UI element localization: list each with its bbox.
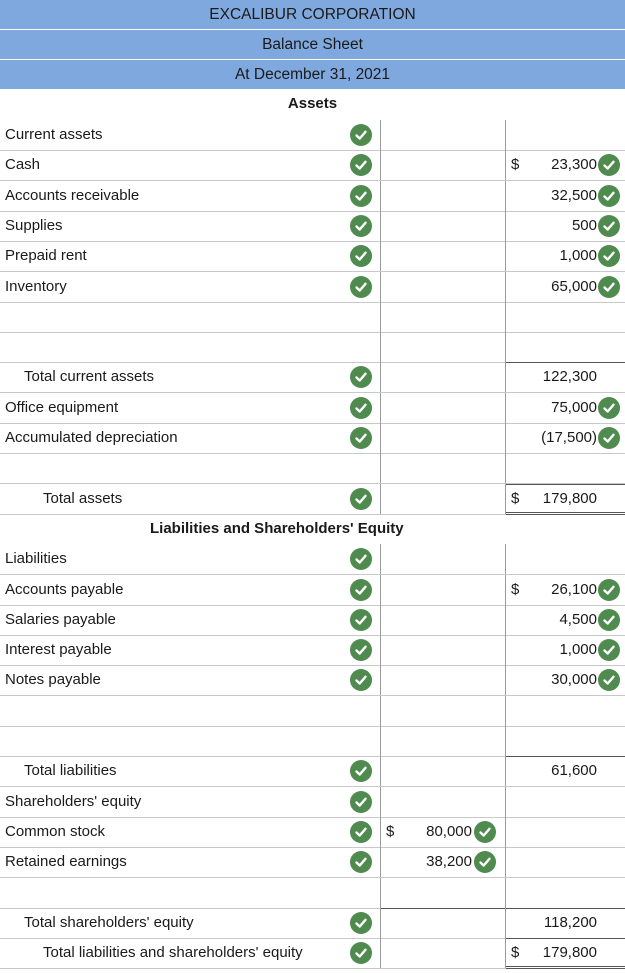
label-check-icon bbox=[350, 669, 372, 691]
table-row bbox=[0, 756, 625, 787]
checkmark-icon bbox=[354, 431, 368, 445]
column-total-cell[interactable] bbox=[505, 332, 625, 362]
column-subtotal-cell[interactable] bbox=[380, 393, 506, 423]
table-row bbox=[0, 847, 625, 878]
table-row bbox=[0, 575, 625, 606]
column-subtotal-cell[interactable] bbox=[380, 120, 506, 150]
checkmark-icon bbox=[354, 643, 368, 657]
column-total-cell[interactable] bbox=[505, 878, 625, 908]
section-liabilities-equity: Liabilities and Shareholders' Equity bbox=[150, 519, 404, 537]
column-total-cell[interactable] bbox=[505, 211, 625, 241]
row-label bbox=[0, 696, 346, 726]
table-row bbox=[0, 635, 625, 666]
row-label: Office equipment bbox=[5, 398, 119, 416]
table-row bbox=[0, 787, 625, 818]
checkmark-icon bbox=[602, 280, 616, 294]
column-subtotal-cell[interactable] bbox=[380, 696, 506, 726]
amount: 1,000 bbox=[559, 247, 597, 265]
label-check-icon bbox=[350, 579, 372, 601]
column-subtotal-cell[interactable] bbox=[380, 847, 506, 877]
column-subtotal-cell[interactable] bbox=[380, 272, 506, 302]
row-label: Current assets bbox=[5, 126, 103, 143]
row-label: Inventory bbox=[5, 277, 67, 295]
row-label: Cash bbox=[5, 156, 41, 174]
label-check-icon bbox=[350, 124, 372, 146]
amount: 30,000 bbox=[551, 671, 597, 689]
table-row bbox=[0, 726, 625, 757]
underline-rule bbox=[506, 938, 625, 939]
amount-check-icon bbox=[598, 609, 620, 631]
checkmark-icon bbox=[602, 189, 616, 203]
column-subtotal-cell[interactable] bbox=[380, 332, 506, 362]
table-row bbox=[0, 181, 625, 212]
column-total-cell[interactable] bbox=[505, 605, 625, 635]
row-label: Supplies bbox=[5, 216, 63, 234]
table-row bbox=[0, 544, 625, 575]
label-check-icon bbox=[350, 791, 372, 813]
column-total-cell[interactable] bbox=[505, 665, 625, 695]
column-subtotal-cell[interactable] bbox=[380, 575, 506, 605]
table-row bbox=[0, 484, 625, 515]
amount: 122,300 bbox=[542, 368, 597, 386]
table-row bbox=[0, 393, 625, 424]
row-label: Accounts payable bbox=[5, 580, 124, 598]
row-label: Liabilities bbox=[5, 550, 67, 568]
table-row bbox=[0, 908, 625, 939]
row-label bbox=[0, 453, 346, 483]
checkmark-icon bbox=[602, 613, 616, 627]
row-label: Prepaid rent bbox=[5, 247, 87, 265]
amount: 32,500 bbox=[551, 186, 597, 204]
header-company bbox=[0, 0, 625, 30]
dollar-sign: $ bbox=[511, 580, 520, 598]
section-assets: Assets bbox=[287, 95, 338, 112]
column-total-cell[interactable] bbox=[505, 302, 625, 332]
amount-check-icon bbox=[598, 276, 620, 298]
column-total-cell[interactable] bbox=[505, 575, 625, 605]
column-subtotal-cell[interactable] bbox=[380, 544, 506, 574]
row-label: Notes payable bbox=[5, 671, 101, 689]
column-total-cell[interactable] bbox=[505, 181, 625, 211]
checkmark-icon bbox=[602, 219, 616, 233]
amount: 26,100 bbox=[551, 580, 597, 598]
label-check-icon bbox=[350, 215, 372, 237]
row-label bbox=[0, 726, 346, 756]
amount-check-icon bbox=[474, 821, 496, 843]
checkmark-icon bbox=[602, 158, 616, 172]
label-check-icon bbox=[350, 366, 372, 388]
amount: 75,000 bbox=[551, 398, 597, 416]
column-total-cell[interactable] bbox=[505, 908, 625, 938]
checkmark-icon bbox=[354, 280, 368, 294]
dollar-sign: $ bbox=[511, 944, 520, 962]
table-row bbox=[0, 211, 625, 242]
checkmark-icon bbox=[354, 219, 368, 233]
underline-rule bbox=[506, 484, 625, 485]
checkmark-icon bbox=[354, 855, 368, 869]
table-row bbox=[0, 241, 625, 272]
amount-check-icon bbox=[598, 579, 620, 601]
amount: (17,500) bbox=[541, 429, 597, 446]
checkmark-icon bbox=[354, 795, 368, 809]
checkmark-icon bbox=[354, 825, 368, 839]
amount-check-icon bbox=[598, 427, 620, 449]
table-row bbox=[0, 453, 625, 484]
table-row bbox=[0, 696, 625, 727]
column-total-cell[interactable] bbox=[505, 726, 625, 756]
column-total-cell[interactable] bbox=[505, 787, 625, 817]
table-row bbox=[0, 878, 625, 909]
column-subtotal-cell[interactable] bbox=[380, 302, 506, 332]
checkmark-icon bbox=[354, 613, 368, 627]
row-label bbox=[0, 332, 346, 362]
checkmark-icon bbox=[602, 249, 616, 263]
column-total-cell[interactable] bbox=[505, 635, 625, 665]
table-row bbox=[0, 272, 625, 303]
amount: 23,300 bbox=[551, 156, 597, 174]
label-check-icon bbox=[350, 942, 372, 964]
column-subtotal-cell[interactable] bbox=[380, 362, 506, 392]
amount-check-icon bbox=[598, 397, 620, 419]
row-label: Salaries payable bbox=[5, 610, 116, 628]
column-subtotal-cell[interactable] bbox=[380, 605, 506, 635]
statement-date: At December 31, 2021 bbox=[234, 65, 391, 83]
column-subtotal-cell[interactable] bbox=[380, 150, 506, 180]
checkmark-icon bbox=[354, 916, 368, 930]
column-total-cell[interactable] bbox=[505, 696, 625, 726]
amount-check-icon bbox=[598, 185, 620, 207]
amount-check-icon bbox=[598, 639, 620, 661]
column-subtotal-cell[interactable] bbox=[380, 181, 506, 211]
amount: 179,800 bbox=[542, 944, 597, 962]
checkmark-icon bbox=[478, 855, 492, 869]
underline-rule bbox=[506, 756, 625, 757]
checkmark-icon bbox=[354, 492, 368, 506]
label-check-icon bbox=[350, 488, 372, 510]
amount: 80,000 bbox=[426, 822, 472, 840]
row-label: Accounts receivable bbox=[5, 186, 140, 204]
checkmark-icon bbox=[354, 552, 368, 566]
label-check-icon bbox=[350, 912, 372, 934]
column-total-cell[interactable] bbox=[505, 150, 625, 180]
column-subtotal-cell[interactable] bbox=[380, 817, 506, 847]
table-row bbox=[0, 423, 625, 454]
label-check-icon bbox=[350, 276, 372, 298]
checkmark-icon bbox=[602, 401, 616, 415]
row-label: Common stock bbox=[5, 822, 106, 840]
amount: 38,200 bbox=[426, 853, 472, 871]
row-label: Total liabilities and shareholders' equity bbox=[43, 944, 303, 962]
table-row bbox=[0, 362, 625, 393]
column-total-cell[interactable] bbox=[505, 393, 625, 423]
checkmark-icon bbox=[354, 764, 368, 778]
column-total-cell[interactable] bbox=[505, 484, 625, 514]
row-label: Total liabilities bbox=[24, 762, 117, 780]
checkmark-icon bbox=[602, 583, 616, 597]
column-subtotal-cell[interactable] bbox=[380, 423, 506, 453]
checkmark-icon bbox=[354, 189, 368, 203]
column-total-cell[interactable] bbox=[505, 817, 625, 847]
amount-check-icon bbox=[598, 245, 620, 267]
row-label bbox=[0, 302, 346, 332]
column-total-cell[interactable] bbox=[505, 544, 625, 574]
column-subtotal-cell[interactable] bbox=[380, 665, 506, 695]
table-row bbox=[0, 302, 625, 333]
label-check-icon bbox=[350, 760, 372, 782]
column-total-cell[interactable] bbox=[505, 423, 625, 453]
row-label: Retained earnings bbox=[5, 853, 127, 871]
column-subtotal-cell[interactable] bbox=[380, 635, 506, 665]
table-row bbox=[0, 150, 625, 181]
column-total-cell[interactable] bbox=[505, 756, 625, 786]
column-total-cell[interactable] bbox=[505, 362, 625, 392]
checkmark-icon bbox=[602, 643, 616, 657]
row-label: Total shareholders' equity bbox=[24, 913, 194, 931]
row-label: Accumulated depreciation bbox=[5, 429, 178, 446]
row-label: Shareholders' equity bbox=[5, 792, 142, 810]
column-subtotal-cell[interactable] bbox=[380, 787, 506, 817]
label-check-icon bbox=[350, 639, 372, 661]
row-label: Total assets bbox=[43, 489, 123, 507]
table-row bbox=[0, 817, 625, 848]
label-check-icon bbox=[350, 851, 372, 873]
statement-title: Balance Sheet bbox=[262, 35, 363, 53]
dollar-sign: $ bbox=[511, 156, 520, 174]
column-subtotal-cell[interactable] bbox=[380, 453, 506, 483]
label-check-icon bbox=[350, 245, 372, 267]
row-label: Interest payable bbox=[5, 641, 112, 659]
column-subtotal-cell[interactable] bbox=[380, 756, 506, 786]
amount: 65,000 bbox=[551, 277, 597, 295]
dollar-sign: $ bbox=[386, 822, 395, 840]
checkmark-icon bbox=[354, 128, 368, 142]
label-check-icon bbox=[350, 185, 372, 207]
column-subtotal-cell[interactable] bbox=[380, 484, 506, 514]
table-row bbox=[0, 120, 625, 151]
column-total-cell[interactable] bbox=[505, 847, 625, 877]
underline-rule bbox=[506, 908, 625, 909]
amount: 500 bbox=[571, 216, 597, 234]
column-subtotal-cell[interactable] bbox=[380, 908, 506, 938]
amount: 118,200 bbox=[543, 913, 597, 931]
amount-check-icon bbox=[598, 154, 620, 176]
column-total-cell[interactable] bbox=[505, 241, 625, 271]
table-row bbox=[0, 665, 625, 696]
label-check-icon bbox=[350, 548, 372, 570]
column-total-cell[interactable] bbox=[505, 453, 625, 483]
checkmark-icon bbox=[602, 431, 616, 445]
label-check-icon bbox=[350, 609, 372, 631]
checkmark-icon bbox=[354, 401, 368, 415]
checkmark-icon bbox=[354, 583, 368, 597]
column-subtotal-cell[interactable] bbox=[380, 241, 506, 271]
label-check-icon bbox=[350, 427, 372, 449]
amount-check-icon bbox=[474, 851, 496, 873]
double-underline-rule bbox=[506, 966, 625, 969]
amount-check-icon bbox=[598, 669, 620, 691]
amount: 179,800 bbox=[542, 489, 597, 507]
checkmark-icon bbox=[354, 673, 368, 687]
amount-check-icon bbox=[598, 215, 620, 237]
label-check-icon bbox=[350, 821, 372, 843]
column-subtotal-cell[interactable] bbox=[380, 211, 506, 241]
table-row bbox=[0, 938, 625, 969]
table-row bbox=[0, 332, 625, 363]
checkmark-icon bbox=[602, 673, 616, 687]
section-heading-row bbox=[0, 514, 625, 544]
amount: 61,600 bbox=[551, 762, 597, 780]
checkmark-icon bbox=[354, 370, 368, 384]
column-total-cell[interactable] bbox=[505, 272, 625, 302]
amount: 1,000 bbox=[559, 641, 597, 659]
checkmark-icon bbox=[354, 249, 368, 263]
underline-rule bbox=[506, 362, 625, 363]
underline-rule bbox=[381, 908, 506, 909]
column-total-cell[interactable] bbox=[505, 938, 625, 968]
label-check-icon bbox=[350, 397, 372, 419]
label-check-icon bbox=[350, 154, 372, 176]
row-label: Total current assets bbox=[24, 368, 155, 386]
column-total-cell[interactable] bbox=[505, 120, 625, 150]
checkmark-icon bbox=[354, 946, 368, 960]
table-row bbox=[0, 605, 625, 636]
dollar-sign: $ bbox=[511, 489, 520, 507]
amount: 4,500 bbox=[559, 610, 597, 628]
column-subtotal-cell[interactable] bbox=[380, 878, 506, 908]
header-date bbox=[0, 60, 625, 90]
checkmark-icon bbox=[354, 158, 368, 172]
company-name: EXCALIBUR CORPORATION bbox=[209, 5, 416, 23]
checkmark-icon bbox=[478, 825, 492, 839]
column-subtotal-cell[interactable] bbox=[380, 938, 506, 968]
column-subtotal-cell[interactable] bbox=[380, 726, 506, 756]
header-statement bbox=[0, 30, 625, 60]
row-label bbox=[0, 878, 346, 908]
